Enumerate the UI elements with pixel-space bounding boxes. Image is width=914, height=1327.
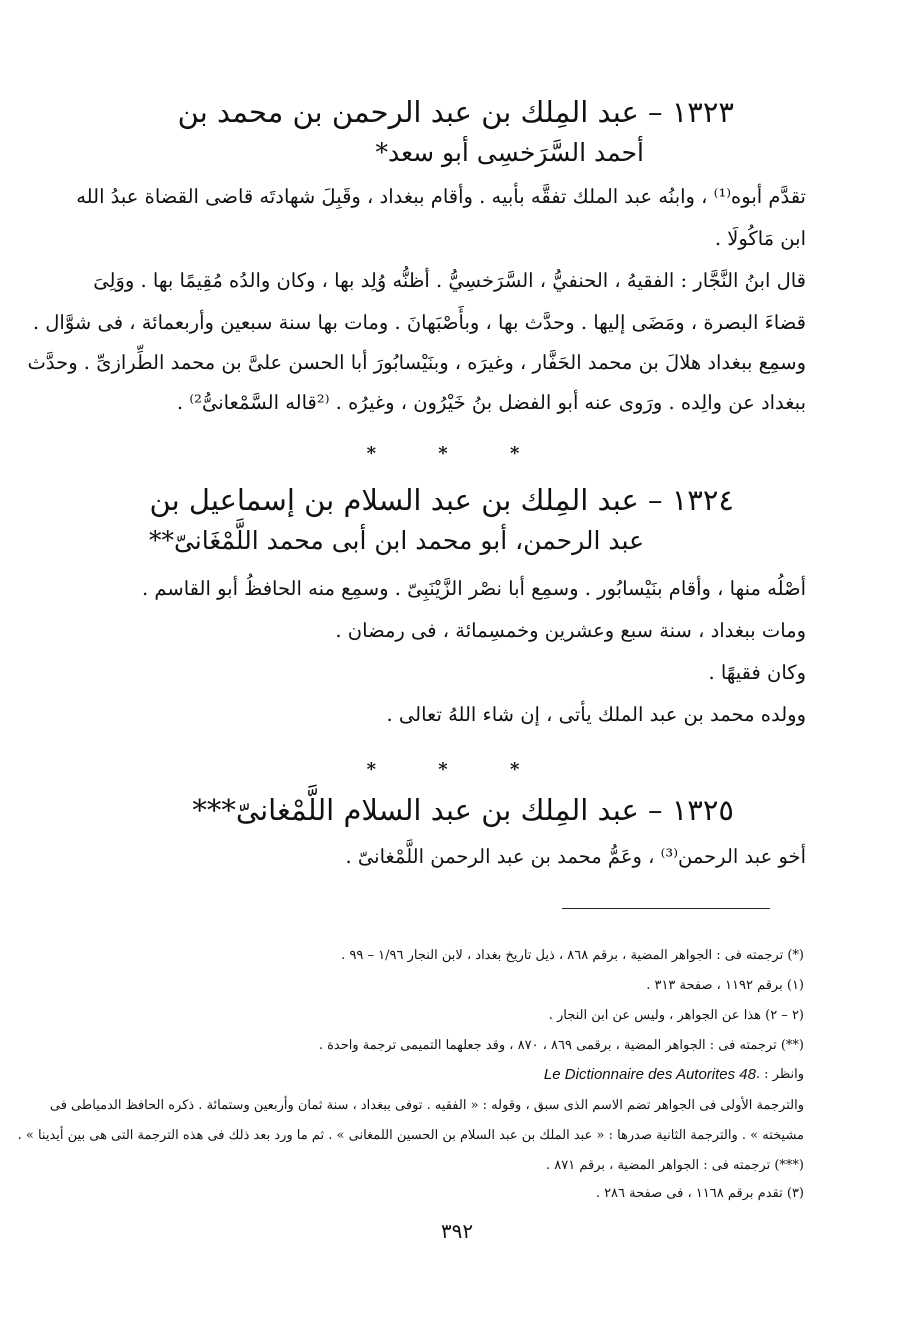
- entry-1325-heading: ١٣٢٥ – عبد المِلك بن عبد السلام اللَّمْغانىّ***: [192, 793, 734, 827]
- footnote-see-label: وانظر : .: [755, 1067, 804, 1082]
- section-separator-stars: * * *: [366, 759, 548, 780]
- entry-1323-para1-line: تقدَّم أبوه⁽¹⁾ ، وابنُه عبد الملك تفقَّه بأبيه . وأقام ببغداد ، وقَبِلَ شهادتَه قاضى القضاة عبدُ الله: [76, 185, 806, 208]
- entry-1323-para2-line: وسمِع ببغداد هلالَ بن محمد الحَفَّار ، وغيرَه ، وبنَيْسابُورَ أبا الحسن علىَّ بن محمد الطِّرازىِّ . وحدَّث: [27, 351, 806, 374]
- page-number: ٣٩٢: [440, 1219, 474, 1243]
- entry-1324-line: وولده محمد بن عبد الملك يأتى ، إن شاء اللهُ تعالى .: [386, 703, 806, 726]
- footnote-note-line: والترجمة الأولى فى الجواهر تضم الاسم الذى سبق ، وقوله : « الفقيه . توفى ببغداد ، سنة ثمان وأربعين وستمائة . ذكره الحافظ الدمياطى فى: [49, 1098, 804, 1113]
- entry-1324-line: أصْلُه منها ، وأقام بنَيْسابُور . وسمِع أبا نصْر الزَّيْنَبِىّ . وسمِع منه الحافظُ أبو القاسم .: [142, 577, 806, 600]
- footnote-star: (*) ترجمته فى : الجواهر المضية ، برقم ٨٦٨ ، ذيل تاريخ بغداد ، لابن النجار ١/٩٦ – ٩٩ .: [341, 948, 804, 963]
- entry-1323-para2-line: ببغداد عن والِده . ورَوى عنه أبو الفضل بنُ خَيْرُون ، وغيرُه . ⁽²قاله السَّمْعانىُّ²⁾ .: [176, 391, 806, 414]
- section-separator-stars: * * *: [366, 443, 548, 464]
- entry-1324-line: ومات ببغداد ، سنة سبع وعشرين وخمسِمائة ، فى رمضان .: [335, 619, 806, 642]
- entry-1324-line: وكان فقيهًا .: [708, 661, 806, 684]
- footnote-see-also: [70, 1064, 804, 1086]
- footnote-1: (١) برقم ١١٩٢ ، صفحة ٣١٣ .: [646, 978, 804, 993]
- entry-1325-line: أخو عبد الرحمن⁽³⁾ ، وعَمُّ محمد بن عبد الرحمن اللَّمْغانىّ .: [345, 845, 806, 868]
- footnote-2: (٢ – ٢) هذا عن الجواهر ، وليس عن ابن النجار .: [548, 1008, 804, 1023]
- footnote-triple-star: (***) ترجمته فى : الجواهر المضية ، برقم ٨٧١ .: [545, 1158, 804, 1173]
- entry-1324-heading: ١٣٢٤ – عبد المِلك بن عبد السلام بن إسماعيل بن: [149, 483, 734, 517]
- footnote-double-star: (**) ترجمته فى : الجواهر المضية ، برقمى ٨٦٩ ، ٨٧٠ ، وقد جعلهما التميمى ترجمة واحدة .: [318, 1038, 804, 1053]
- footnote-latin-reference: Le Dictionnaire des Autorites 48: [543, 1066, 756, 1083]
- entry-1323-para2-line: قال ابنُ النَّجَّار : الفقيهُ ، الحنفيُّ ، السَّرَخسِيُّ . أظنُّه وُلِد بها ، وكان والدُه مُقِيمًا بها . ووَلِىَ: [93, 269, 806, 292]
- footnote-note-line: مشيخته » . والترجمة الثانية صدرها : « عبد الملك بن عبد السلام بن الحسين اللمغانى » . ثم ما ورد بعد ذلك فى هذه الترجمة التى هى بين أيدينا » .: [17, 1128, 804, 1143]
- footnote-divider: [562, 908, 770, 909]
- entry-1323-subheading: أحمد السَّرَخسِى أبو سعد*: [375, 138, 644, 167]
- entry-1324-subheading: عبد الرحمن، أبو محمد ابن أبى محمد اللَّمْغَانىّ**: [148, 526, 644, 555]
- entry-1323-heading: ١٣٢٣ – عبد المِلك بن عبد الرحمن بن محمد بن: [177, 95, 734, 129]
- entry-1323-para1-line: ابن مَاكُولَا .: [714, 227, 806, 250]
- footnote-3: (٣) تقدم برقم ١١٦٨ ، فى صفحة ٢٨٦ .: [595, 1186, 804, 1201]
- entry-1323-para2-line: قضاءَ البصرة ، ومَضَى إليها . وحدَّث بها ، وبأَصْبَهانَ . ومات بها سنة سبعين وأربعمائة ، فى شوَّال .: [32, 311, 806, 334]
